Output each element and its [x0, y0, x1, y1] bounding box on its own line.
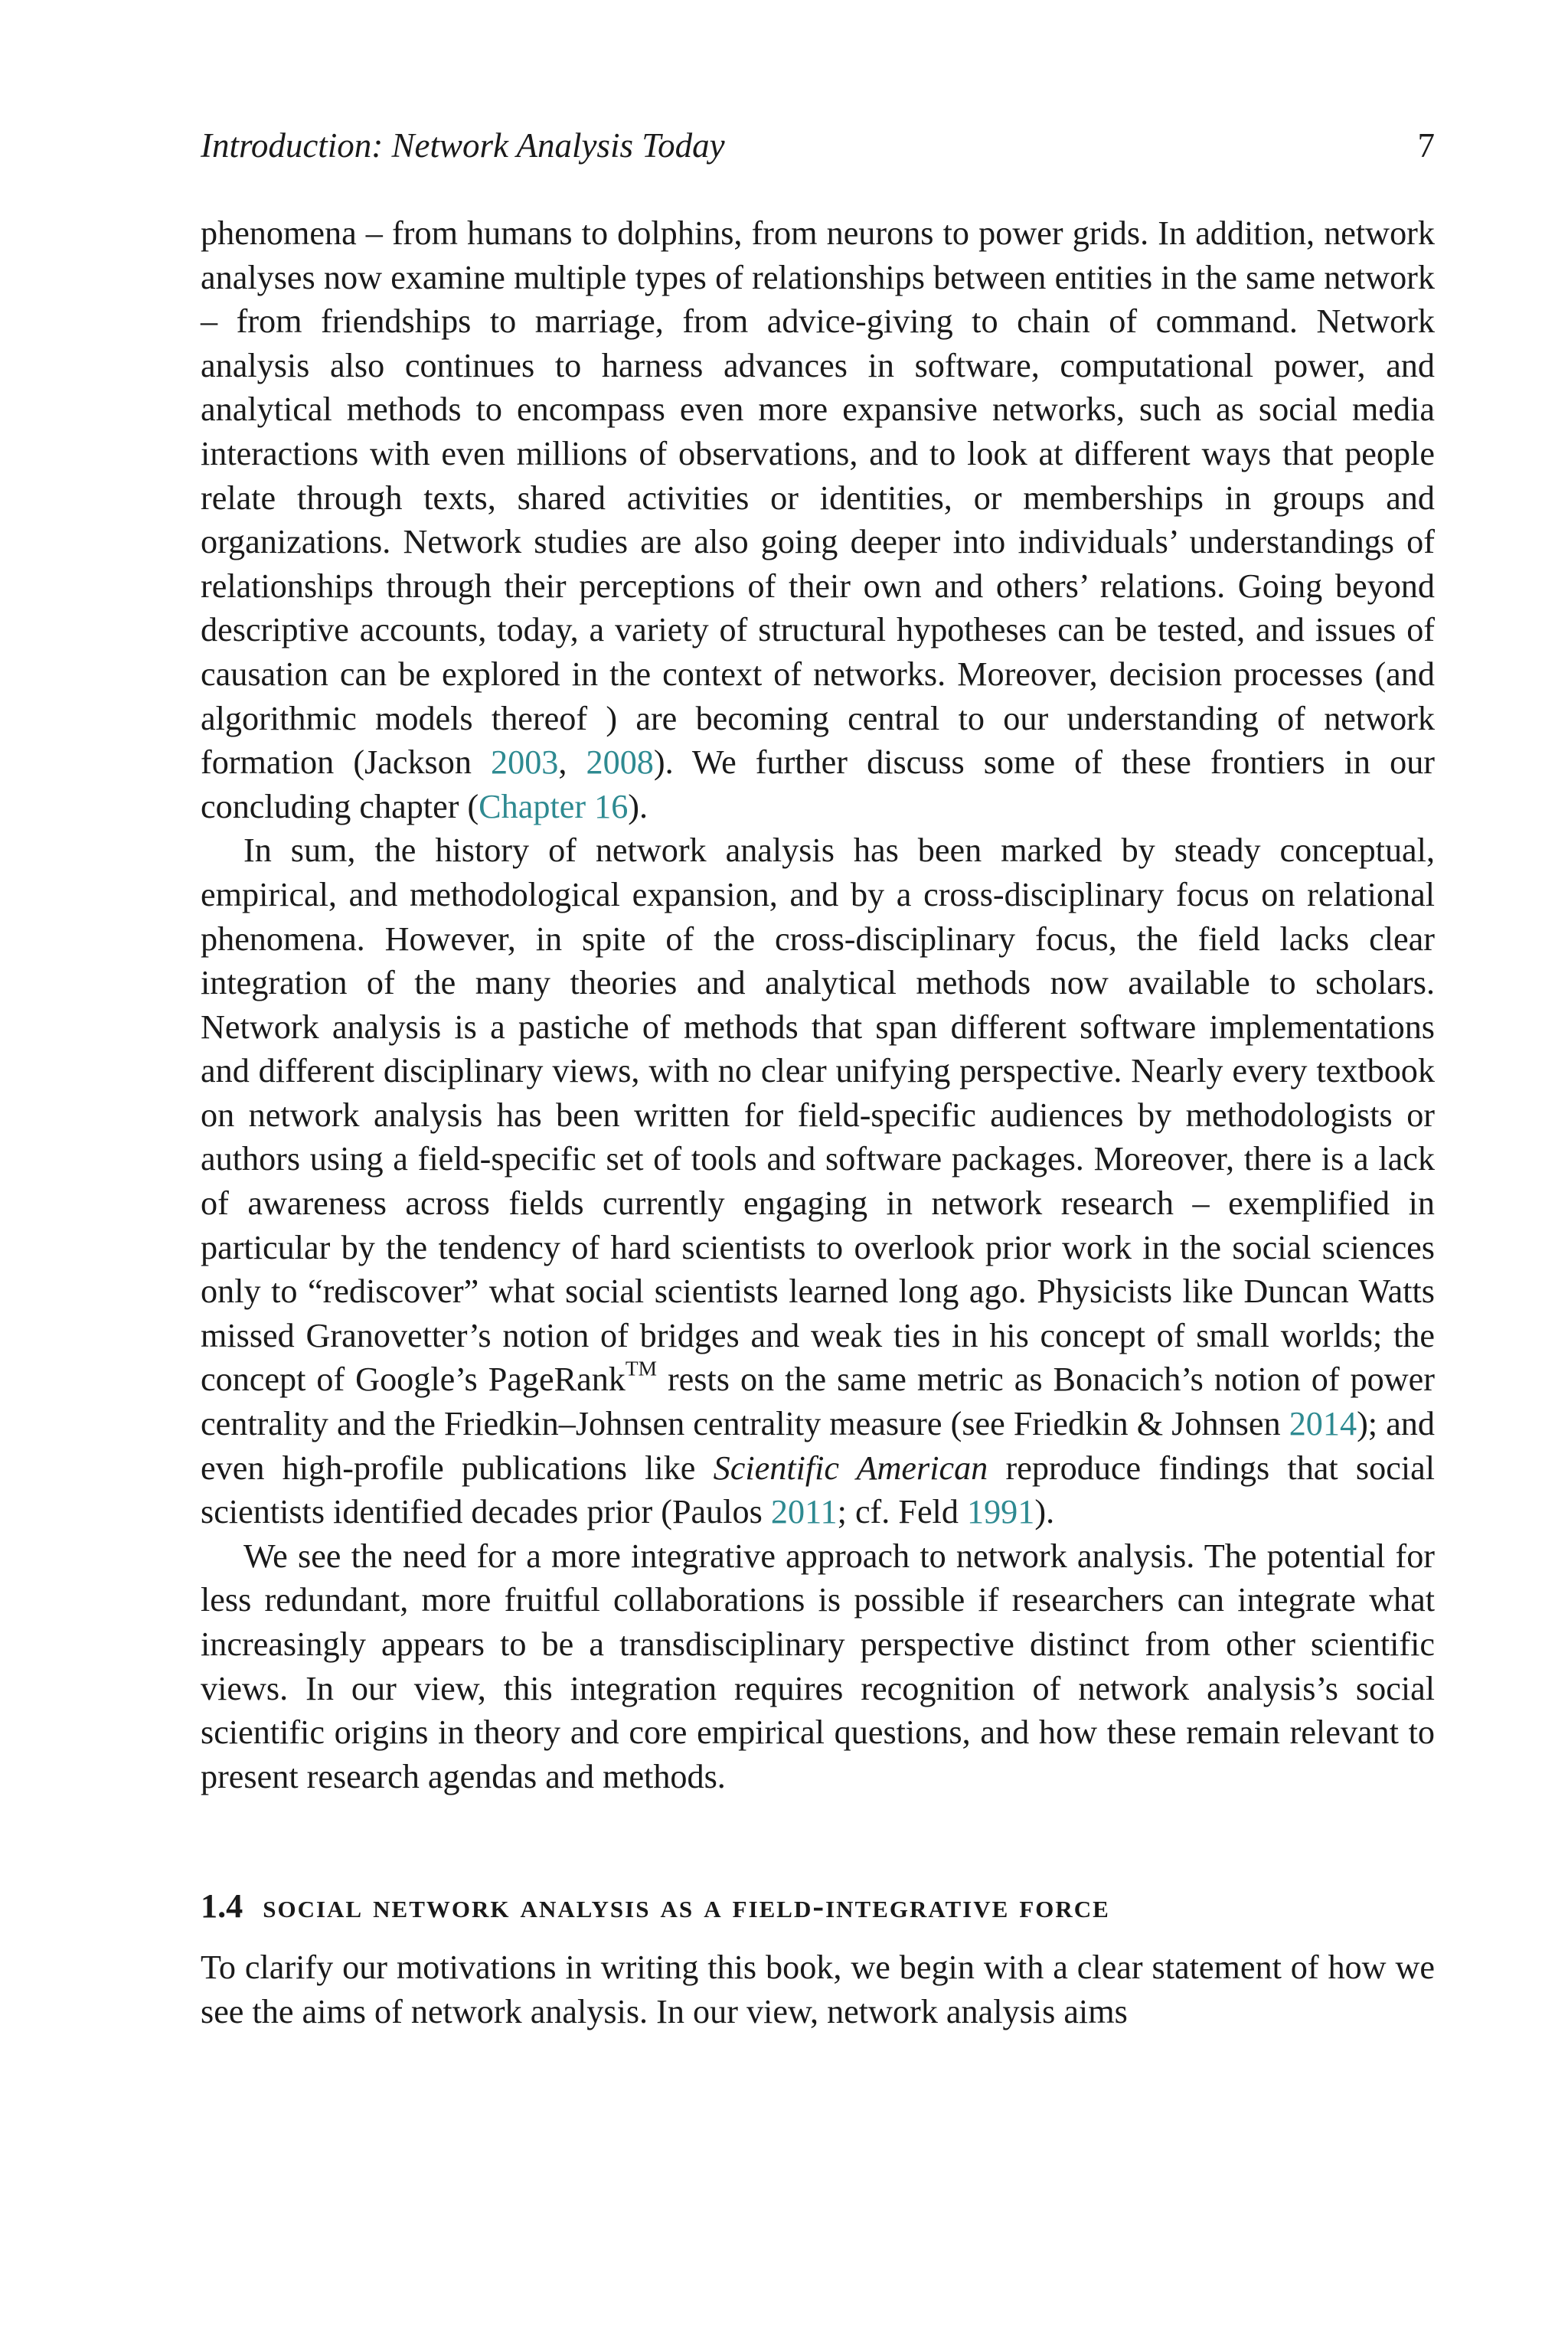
paragraph-1-text: ). We further discuss some of these frontiers in our concluding chapter ( [201, 743, 1436, 825]
paragraph-1-text: ). [628, 787, 648, 825]
citation-link-paulos-2011[interactable]: 2011 [770, 1493, 838, 1531]
paragraph-2-text: reproduce findings that social scientists identified decades prior (Paulos [201, 1449, 1435, 1531]
citation-link-feld-1991[interactable]: 1991 [966, 1493, 1035, 1531]
body-text [201, 211, 1435, 2034]
paragraph-3 [201, 1534, 1435, 1799]
paragraph-1-text: , [558, 743, 586, 782]
paragraph-4 [201, 1945, 1435, 2034]
page-number: 7 [1417, 126, 1435, 165]
chapter-16-link[interactable]: Chapter 16 [479, 787, 629, 825]
trademark-superscript: TM [625, 1357, 657, 1380]
journal-name: Scientific American [713, 1449, 988, 1487]
paragraph-4-text: To clarify our motivations in writing this book, we begin with a clear statement of how we see the aims of network analysis. In our view, network analysis aims [201, 1949, 1435, 2030]
paragraph-2 [201, 828, 1435, 1534]
paragraph-2-text: ; cf. Feld [837, 1493, 967, 1531]
paragraph-2-text: rests on the same metric as Bonacich’s notion of power centrality and the Friedkin–Johnsen centrality measure (see Friedkin & Johnsen [201, 1361, 1435, 1443]
paragraph-2-text: ); and even high-profile publications like [201, 1405, 1435, 1487]
citation-link-jackson-2003[interactable]: 2003 [491, 743, 559, 782]
running-head [201, 122, 1435, 168]
section-title: social network analysis as a field-integrative force [263, 1887, 1110, 1926]
paragraph-3-text: We see the need for a more integrative approach to network analysis. The potential for less redundant, more fruitful collaborations is possible if researchers can integrate what increasingly appears to be a transdisciplinary perspective distinct from other scientific views. In our view, this integration requires recognition of network analysis’s social scientific origins in theory and core empirical questions, and how these remain relevant to present research agendas and methods. [201, 1537, 1435, 1795]
citation-link-jackson-2008[interactable]: 2008 [586, 743, 654, 782]
citation-link-friedkin-2014[interactable]: 2014 [1289, 1405, 1357, 1443]
paragraph-2-text: In sum, the history of network analysis has been marked by steady conceptual, empirical, and methodological expansion, and by a cross-disciplinary focus on relational phenomena. However, in spite of the cross-disciplinary focus, the field lacks clear integration of the many theories and analytical methods now available to scholars. Network analysis is a pastiche of methods that span different software implementations and different disciplinary views, with no clear unifying perspective. Nearly every textbook on network analysis has been written for field-specific audiences by methodologists or authors using a field-specific set of tools and software packages. Moreover, there is a lack of awareness across fields currently engaging in network research – exemplified in particular by the tendency of hard scientists to overlook prior work in the social sciences only to “rediscover” what social scientists learned long ago. Physicists like Duncan Watts missed Granovetter’s notion of bridges and weak ties in his concept of small worlds; the concept of Google’s PageRank [201, 831, 1435, 1399]
paragraph-1 [201, 211, 1435, 828]
section-number: 1.4 [201, 1887, 243, 1926]
paragraph-1-text: phenomena – from humans to dolphins, from neurons to power grids. In addition, network analyses now examine multiple types of relationships between entities in the same network – from friendships to marriage, from advice-giving to chain of command. Network analysis also continues to harness advances in software, computational power, and analytical methods to encompass even more expansive networks, such as social media interactions with even millions of observations, and to look at different ways that people relate through texts, shared activities or identities, or memberships in groups and organizations. Network studies are also going deeper into individuals’ understandings of relationships through their perceptions of their own and others’ relations. Going beyond descriptive accounts, today, a variety of structural hypotheses can be tested, and issues of causation can be explored in the context of networks. Moreover, decision processes (and algorithmic models thereof ) are becoming central to our understanding of network formation (Jackson [201, 214, 1435, 782]
section-heading [201, 1883, 1435, 1930]
running-title: Introduction: Network Analysis Today [201, 126, 725, 165]
paragraph-2-text: ). [1034, 1493, 1055, 1531]
book-page [201, 0, 1435, 2352]
